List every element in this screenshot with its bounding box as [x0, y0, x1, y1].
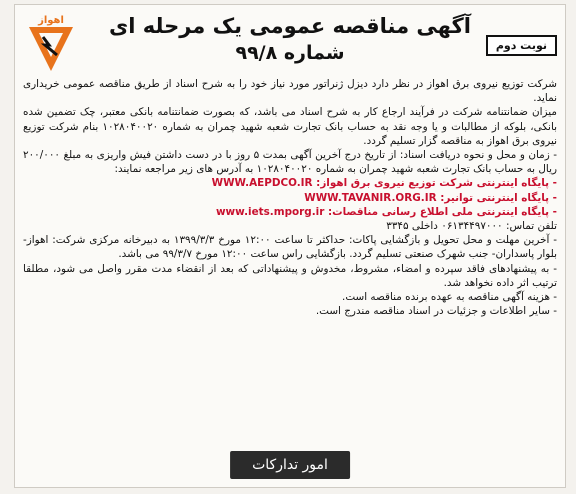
- round-badge: نوبت دوم: [486, 35, 557, 56]
- link-label: - پایگاه اینترنتی شرکت توزیع نیروی برق اهواز:: [316, 177, 557, 190]
- tavanir-link[interactable]: WWW.TAVANIR.ORG.IR: [304, 191, 437, 204]
- phone-line: تلفن تماس: ۰۶۱۳۴۴۹۷۰۰۰ داخلی ۳۳۴۵: [386, 220, 557, 233]
- notice-body: [23, 77, 557, 318]
- paragraph: - زمان و محل و نحوه دریافت اسناد: از تاریخ درج آخرین آگهی بمدت ۵ روز با در دست داشتن فیش واریزی به مبلغ ۲۰۰/۰۰۰ ریال به حساب بانک تجارت شعبه شهید چمران به شماره ۱۰۲۸۰۴۰۰۲۰ به آدرس های زیر مراجعه نمایند:: [23, 149, 557, 176]
- aepdco-link[interactable]: WWW.AEPDCO.IR: [211, 177, 313, 190]
- paragraph: میزان ضمانتنامه شرکت در فرآیند ارجاع کار به شرح اسناد می باشد، که بصورت ضمانتنامه بانکی معتبر، چک تضمین شده بانکی، بلوکه از مطالبات و یا وجه نقد به حساب بانک تجارت شعبه شهید چمران به شماره ۱۰۲۸۰۴۰۰۲۰ بنام شرکت توزیع نیروی برق اهواز به مناقصه گزار تسلیم گردد.: [23, 106, 558, 147]
- paragraph: - سایر اطلاعات و جزئیات در اسناد مناقصه مندرج است.: [315, 305, 557, 318]
- notice-number: شماره ۹۹/۸: [235, 42, 345, 64]
- paragraph: - به پیشنهادهای فاقد سپرده و امضاء، مشروط، مخدوش و پیشنهاداتی که بعد از انقضاء مدت مقرر واصل می شود، مطلقا ترتیب اثر داده نخواهد شد.: [23, 262, 557, 289]
- link-row-iets: [23, 205, 557, 219]
- paragraph: شرکت توزیع نیروی برق اهواز در نظر دارد دیزل ژنراتور مورد نیاز خود را به شرح اسناد از طریق مناقصه عمومی خریداری نماید.: [23, 78, 557, 105]
- paragraph: - آخرین مهلت و محل تحویل و بازگشایی پاکات: حداکثر تا ساعت ۱۲:۰۰ مورخ ۱۳۹۹/۳/۳ به دبیرخانه مرکزی شرکت: اهواز- بلوار پاسداران- جنب شهرک صنعتی تسلیم گردد. بازگشایی راس ساعت ۱۲:۰۰ مورخ ۹۹/۳/۷ می باشد.: [23, 234, 558, 261]
- svg-text:اهواز: اهواز: [38, 15, 64, 26]
- tender-notice: [14, 4, 566, 488]
- link-row-aepdco: [23, 176, 557, 190]
- link-row-tavanir: [23, 191, 557, 205]
- link-label: - پایگاه اینترنتی ملی اطلاع رسانی مناقصات:: [327, 205, 557, 218]
- notice-title: آگهی مناقصه عمومی یک مرحله ای: [109, 14, 471, 38]
- link-label: - پایگاه اینترنتی توانیر:: [440, 191, 557, 204]
- iets-link[interactable]: www.iets.mporg.ir: [215, 205, 325, 218]
- paragraph: - هزینه آگهی مناقصه به عهده برنده مناقصه است.: [342, 291, 557, 304]
- footer-department: امور تدارکات: [230, 451, 350, 479]
- company-logo: [21, 11, 81, 75]
